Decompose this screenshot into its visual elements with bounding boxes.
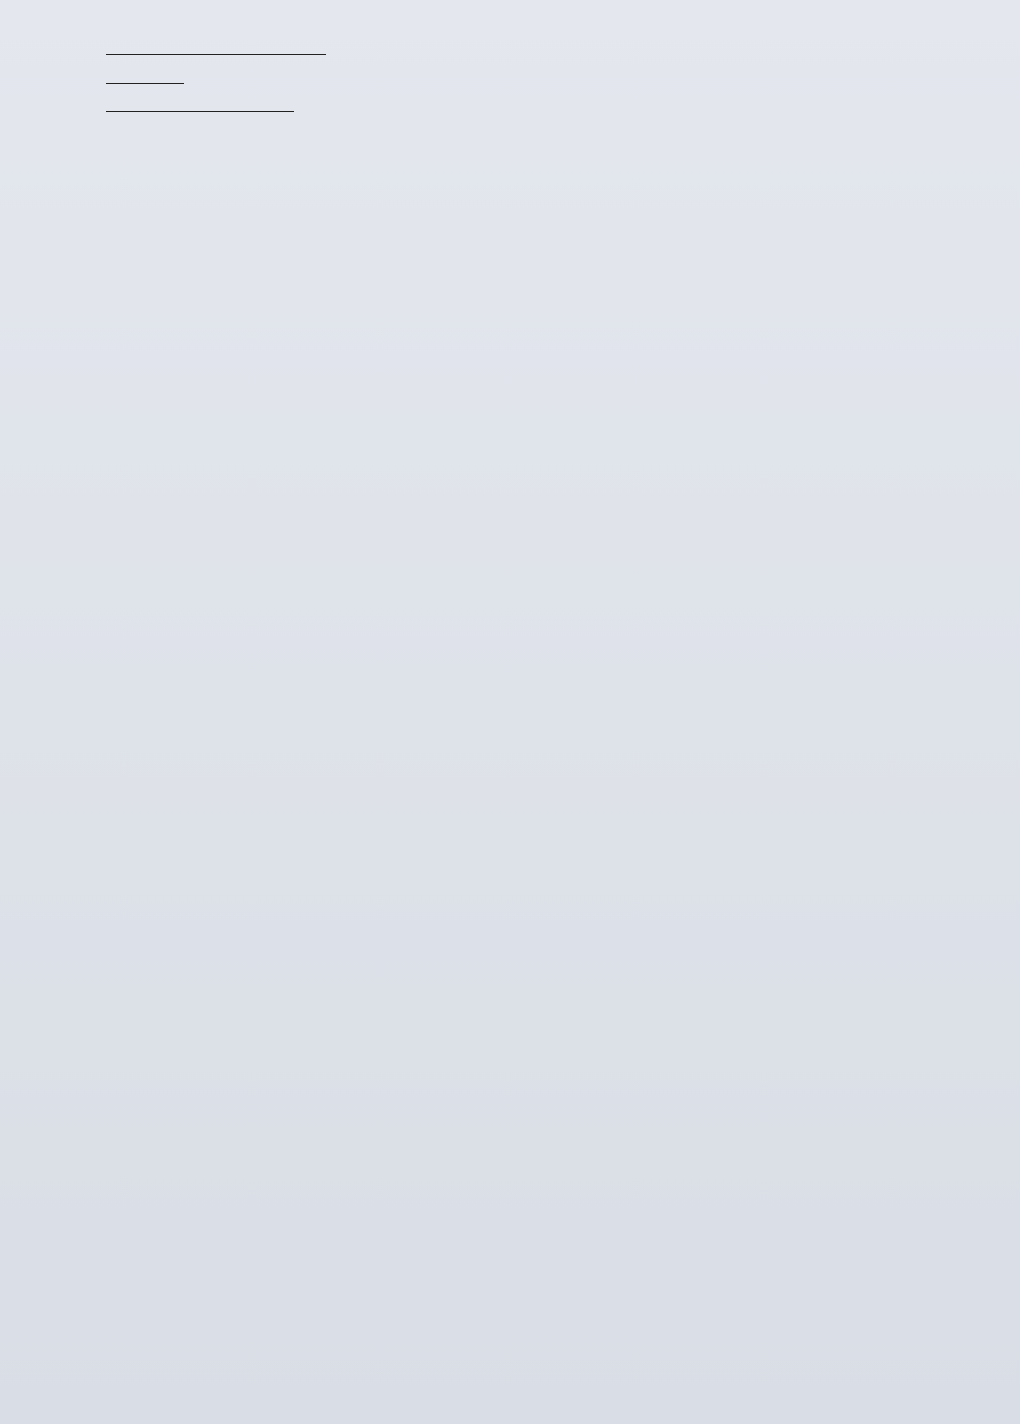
blank-30	[216, 93, 294, 112]
blank-27	[216, 36, 326, 55]
passage-paragraph-2	[48, 64, 950, 93]
question-32-stem	[48, 169, 950, 196]
question-31-stem	[48, 138, 950, 165]
passage-paragraph-3	[48, 92, 950, 121]
blank-26	[106, 36, 216, 55]
blank-28	[106, 65, 184, 84]
blank-29	[106, 93, 216, 112]
passage-paragraph-1	[48, 35, 950, 64]
